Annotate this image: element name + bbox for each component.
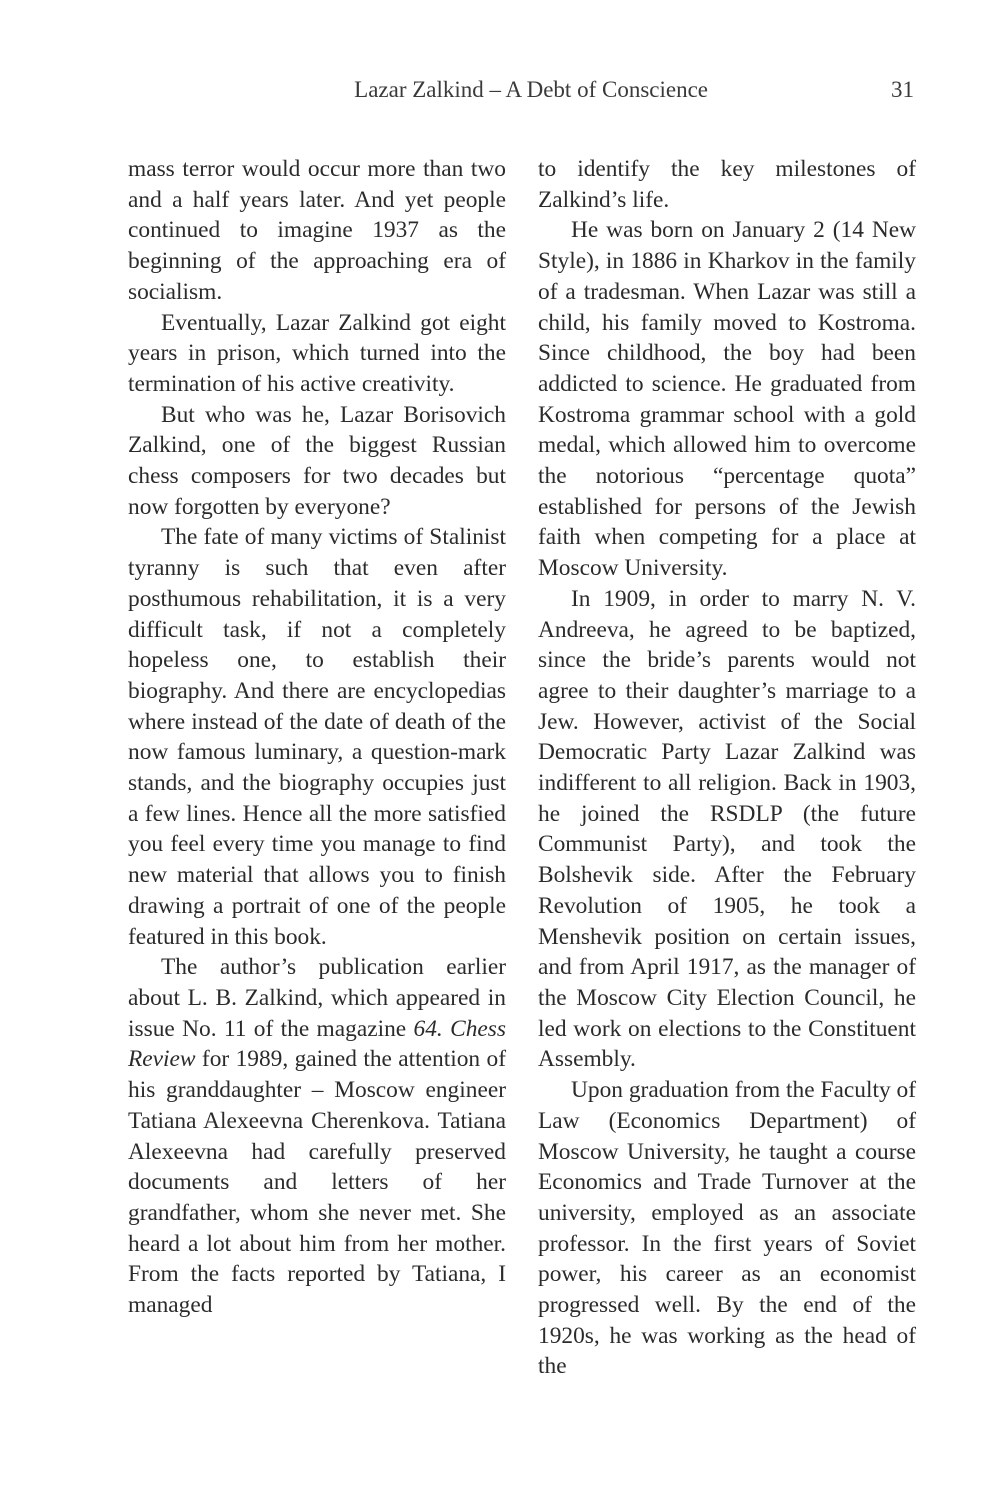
paragraph: But who was he, Lazar Borisovich Zalkind, one of the biggest Russian chess composers for two decades but now forgotten by everyone? [128, 401, 506, 520]
left-column [128, 154, 506, 1321]
page-number: 31 [891, 77, 914, 102]
paragraph: to identify the key milestones of Zalkind’s life. [538, 156, 916, 213]
paragraph [128, 952, 506, 1320]
running-title: Lazar Zalkind – A Debt of Conscience [354, 77, 708, 102]
paragraph: In 1909, in order to marry N. V. Andreeva, he agreed to be baptized, since the bride’s parents would not agree to their daughter’s marriage to a Jew. However, activist of the Social Democratic Party Lazar Zalkind was indifferent to all religion. Back in 1903, he joined the RSDLP (the future Communist Party), and took the Bolshevik side. After the February Revolution of 1905, he took a Menshevik position on certain issues, and from April 1917, as the manager of the Moscow City Election Council, he led work on elections to the Constituent Assembly. [538, 585, 916, 1073]
magazine-title: 64. Chess Review [128, 1015, 506, 1073]
paragraph: Eventually, Lazar Zalkind got eight years in prison, which turned into the termination of his active creativity. [128, 309, 506, 397]
running-head [128, 74, 916, 106]
paragraph: mass terror would occur more than two and a half years later. And yet people continued to imagine 1937 as the beginning of the approaching era of socialism. [128, 156, 506, 305]
paragraph: Upon graduation from the Faculty of Law (Economics Department) of Moscow University, he taught a course Economics and Trade Turnover at the university, employed as an associate professor. In the first years of Soviet power, his career as an economist progressed well. By the end of the 1920s, he was working as the head of the [538, 1077, 916, 1380]
paragraph-text: The author’s publication earlier about L. B. Zalkind, which appeared in issue No. 11 of the magazine [128, 954, 506, 1042]
right-column [538, 154, 916, 1382]
paragraph-text: for 1989, gained the attention of his granddaughter – Moscow engineer Tatiana Alexeevna Cherenkova. Tatiana Alexeevna had carefully preserved documents and letters of her grandfather, whom she never met. She heard a lot about him from her mother. From the facts reported by Tatiana, I managed [128, 1046, 506, 1319]
paragraph: The fate of many victims of Stalinist tyranny is such that even after posthumous rehabilitation, it is a very difficult task, if not a completely hopeless one, to establish their biography. And there are encyclopedias where instead of the date of death of the now famous luminary, a question-mark stands, and the biography occupies just a few lines. Hence all the more satisfied you feel every time you manage to find new material that allows you to finish drawing a portrait of one of the people featured in this book. [128, 524, 506, 950]
paragraph: He was born on January 2 (14 New Style), in 1886 in Kharkov in the family of a tradesman. When Lazar was still a child, his family moved to Kostroma. Since childhood, the boy had been addicted to science. He graduated from Kostroma grammar school with a gold medal, which allowed him to overcome the notorious “percentage quota” established for persons of the Jewish faith when competing for a place at Moscow University. [538, 217, 916, 582]
